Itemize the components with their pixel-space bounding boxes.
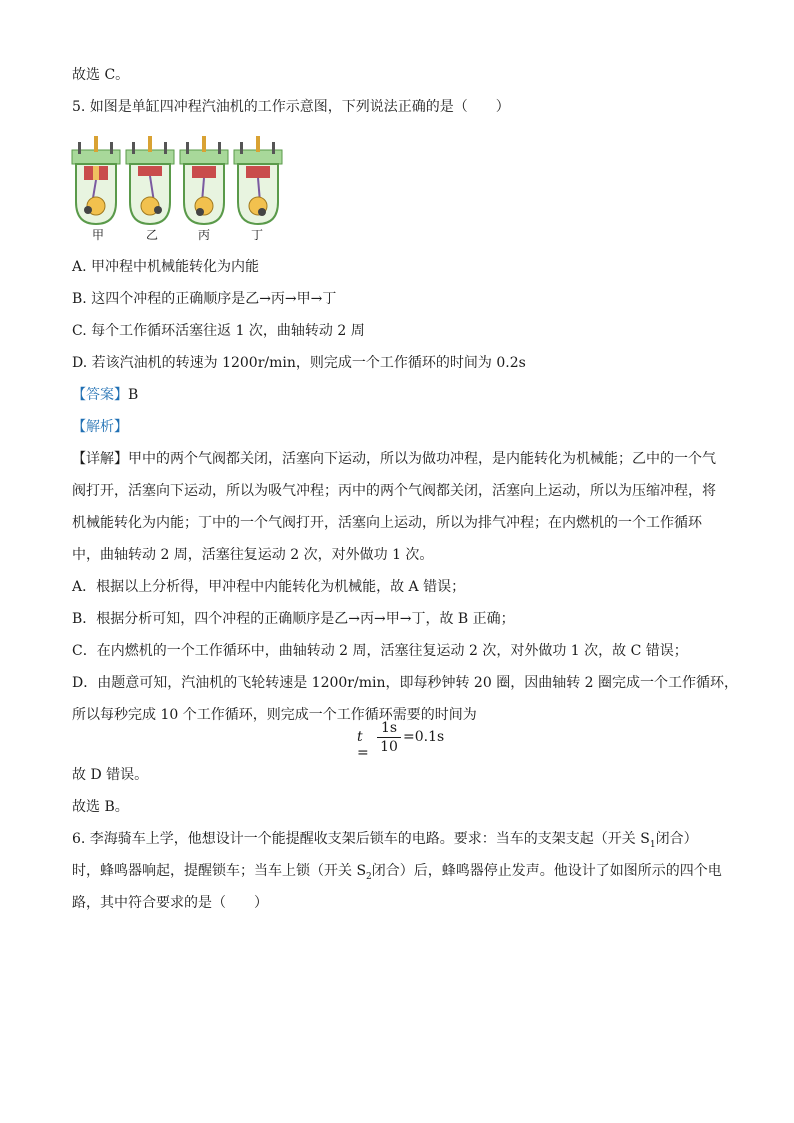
option-c: C. 每个工作循环活塞往返 1 次，曲轴转动 2 周: [72, 323, 365, 339]
detail-line-2: 阀打开，活塞向下运动，所以为吸气冲程；丙中的两个气阀都关闭，活塞向上运动，所以为压缩冲程，将: [72, 483, 716, 499]
detail-line-1: 【详解】甲中的两个气阀都关闭，活塞向下运动，所以为做功冲程，是内能转化为机械能；乙中的一个气: [72, 451, 716, 467]
q6-text-1a: 6. 李海骑车上学，他想设计一个能提醒收支架后锁车的电路。要求：当车的支架支起（开关 S: [72, 831, 650, 847]
formula-rhs: =0.1s: [403, 729, 445, 745]
question-6-line-1: [72, 830, 698, 854]
analysis-a: A．根据以上分析得，甲冲程中内能转化为机械能，故 A 错误；: [72, 579, 466, 595]
analysis-b: B．根据分析可知，四个冲程的正确顺序是乙→丙→甲→丁，故 B 正确；: [72, 611, 515, 627]
q6-sub-2: 2: [366, 871, 372, 882]
answer-line: [72, 386, 138, 404]
engine-label-ding: 丁: [251, 228, 264, 242]
q6-sub-1: 1: [649, 839, 656, 850]
engine-label-jia: 甲: [92, 228, 105, 242]
q6-text-1b: 闭合）: [655, 831, 698, 847]
analysis-c: C．在内燃机的一个工作循环中，曲轴转动 2 周，活塞往复运动 2 次，对外做功 1 次，故 C 错误；: [72, 643, 688, 659]
choose-b: 故选 B。: [72, 799, 129, 815]
detail-line-4: 中，曲轴转动 2 周，活塞往复运动 2 次，对外做功 1 次。: [72, 547, 434, 563]
analysis-d-2: 所以每秒完成 10 个工作循环，则完成一个工作循环需要的时间为: [72, 707, 477, 723]
formula-lhs: t =: [357, 729, 369, 761]
d-conclusion: 故 D 错误。: [72, 767, 149, 783]
analysis-tag: 【解析】: [72, 419, 128, 435]
answer-value: B: [128, 387, 139, 403]
fraction-bar: [377, 737, 401, 738]
formula-fraction: [377, 720, 401, 755]
analysis-d-1: D．由题意可知，汽油机的飞轮转速是 1200r/min，即每秒钟转 20 圈，因曲轴转 2 圈完成一个工作循环，: [72, 675, 739, 691]
option-a: A. 甲冲程中机械能转化为内能: [72, 259, 260, 275]
answer-tag: 【答案】: [72, 387, 128, 403]
engine-bing: [180, 136, 228, 224]
engine-label-bing: 丙: [198, 228, 211, 242]
q6-text-2b: 闭合）后，蜂鸣器停止发声。他设计了如图所示的四个电: [371, 863, 722, 879]
engine-jia: [72, 136, 120, 224]
text-line-conclusion-c: 故选 C。: [72, 67, 130, 83]
q6-text-2a: 时，蜂鸣器响起，提醒锁车；当车上锁（开关 S: [72, 863, 367, 879]
option-d: D. 若该汽油机的转速为 1200r/min，则完成一个工作循环的时间为 0.2s: [72, 355, 526, 371]
question-5: 5. 如图是单缸四冲程汽油机的工作示意图，下列说法正确的是（ ）: [72, 99, 510, 115]
detail-line-3: 机械能转化为内能；丁中的一个气阀打开，活塞向上运动，所以为排气冲程；在内燃机的一个工作循环: [72, 515, 702, 531]
option-b: B. 这四个冲程的正确顺序是乙→丙→甲→丁: [72, 291, 337, 307]
formula-numerator: 1s: [380, 720, 398, 736]
engine-yi: [126, 136, 174, 224]
engine-ding: [234, 136, 282, 224]
formula-denominator: 10: [380, 739, 398, 755]
question-6-line-2: [72, 862, 722, 886]
engine-label-yi: 乙: [146, 228, 159, 242]
question-6-line-3: 路，其中符合要求的是（ ）: [72, 895, 268, 911]
